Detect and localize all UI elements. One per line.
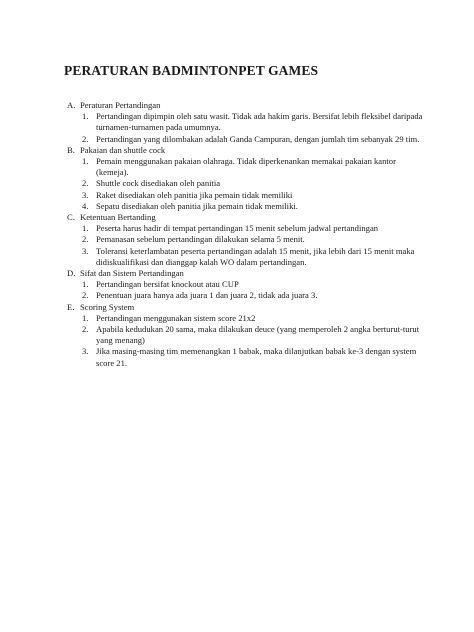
section-letter: A. [67,100,76,110]
item-number: 1. [82,312,89,323]
list-item [64,111,424,133]
item-number: 2. [82,178,89,189]
item-text: Jika masing-masing tim memenangkan 1 babak, maka dilanjutkan babak ke-3 dengan system score 21. [96,346,417,368]
list-item [64,246,424,268]
section-title: Peraturan Pertandingan [80,100,161,110]
section-a [64,100,424,145]
section-title: Ketentuan Bertanding [80,212,156,223]
section-letter: B. [67,144,75,155]
list-item [64,346,424,368]
list-item [64,313,424,324]
list-item [64,190,424,201]
item-number: 2. [82,234,89,245]
item-text: Pemain menggunakan pakaian olahraga. Tidak diperkenankan memakai pakaian kantor (kemeja). [96,156,396,178]
section-d [64,268,424,302]
list-item [64,201,424,212]
section-items [64,156,424,212]
list-item [64,279,424,290]
item-text: Apabila kedudukan 20 sama, maka dilakukan deuce (yang memperoleh 2 angka berturut-turut yang menang) [96,324,420,346]
item-number: 3. [82,245,89,256]
section-items [64,111,424,145]
item-text: Toleransi keterlambatan peserta pertandingan adalah 15 menit, jika lebih dari 15 menit maka didiskualifikasi dan dianggap kalah WO dalam pertandingan. [96,245,415,267]
section-items [64,279,424,301]
section-e [64,302,424,369]
item-number: 1. [82,279,89,290]
section-title: Pakaian dan shuttle cock [80,144,166,155]
item-text: Shuttle cock disediakan oleh panitia [96,178,221,189]
list-item [64,290,424,301]
item-text: Pertandingan menggunakan sistem score 21x2 [96,312,256,323]
item-number: 3. [82,346,89,357]
section-letter: C. [67,212,75,223]
item-number: 1. [82,223,89,234]
list-item [64,234,424,245]
item-number: 3. [82,189,89,200]
item-text: Pertandingan yang dilombakan adalah Ganda Campuran, dengan jumlah tim sebanyak 29 tim. [96,133,420,144]
section-items [64,313,424,369]
item-text: Pertandingan bersifat knockout atau CUP [96,279,239,290]
item-number: 2. [82,133,89,144]
item-text: Penentuan juara hanya ada juara 1 dan juara 2, tidak ada juara 3. [96,290,318,301]
document-title: PERATURAN BADMINTONPET GAMES [64,63,319,78]
section-title: Sifat dan Sistem Pertandingan [80,268,184,279]
list-item [64,324,424,346]
item-text: Pemanasan sebelum pertandingan dilakukan selama 5 menit. [96,234,305,245]
item-text: Sepatu disediakan oleh panitia jika pemain tidak memiliki. [96,200,298,211]
item-text: Peserta harus hadir di tempat pertandingan 15 menit sebelum jadwal pertandingan [96,223,379,234]
section-title: Scoring System [80,301,135,312]
item-number: 1. [82,111,89,122]
item-number: 2. [82,324,89,335]
list-item [64,178,424,189]
section-letter: D. [67,268,76,279]
item-number: 4. [82,200,89,211]
section-b [64,145,424,212]
section-c [64,212,424,268]
list-item [64,156,424,178]
list-item [64,223,424,234]
list-item [64,134,424,145]
item-text: Pertandingan dipimpin oleh satu wasit. Tidak ada hakim garis. Bersifat lebih fleksibel daripada turnamen-turnamen pada umumnya. [96,111,423,133]
document-body [64,100,424,369]
item-text: Raket disediakan oleh panitia jika pemain tidak memiliki [96,189,293,200]
item-number: 2. [82,290,89,301]
section-letter: E. [67,301,75,312]
item-number: 1. [82,156,89,167]
section-items [64,223,424,268]
